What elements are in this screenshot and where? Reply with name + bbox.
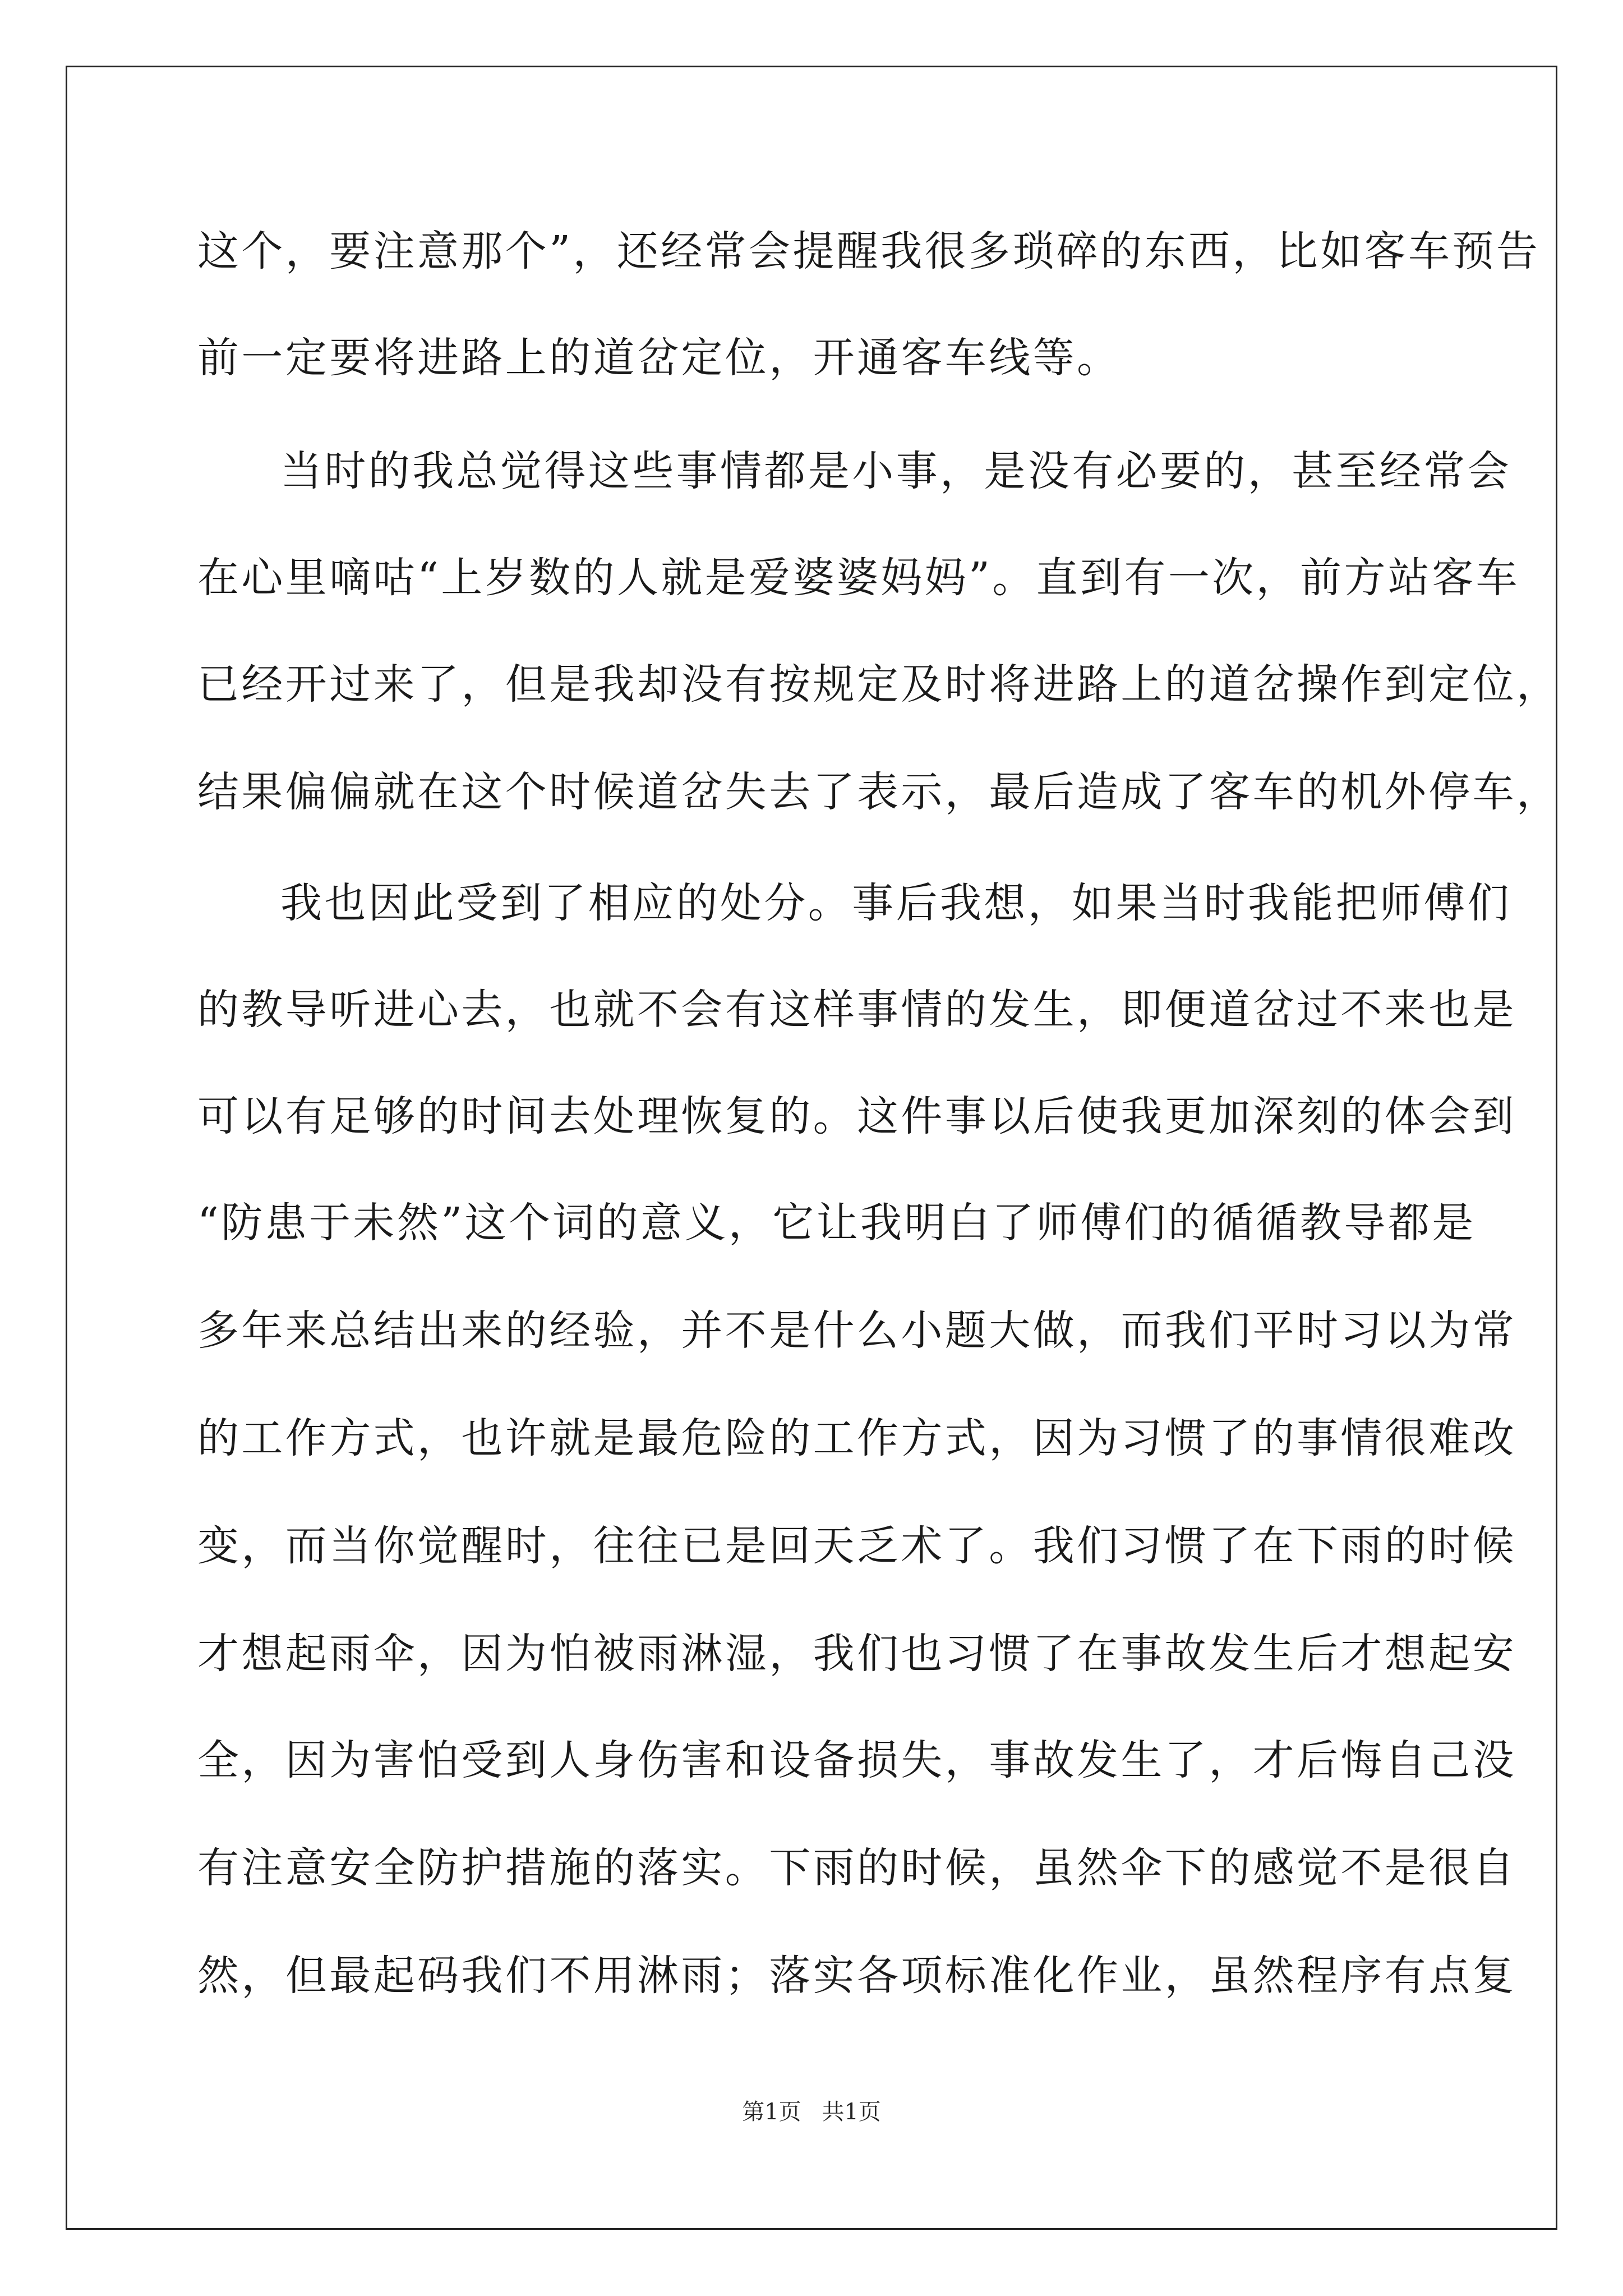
text-line: 的教导听进心去，也就不会有这样事情的发生，即便道岔过不来也是 [197, 986, 1516, 1034]
text-line: 在心里嘀咕“上岁数的人就是爱婆婆妈妈”。直到有一次，前方站客车 [197, 554, 1520, 602]
text-line: 前一定要将进路上的道岔定位，开通客车线等。 [197, 334, 1121, 382]
page-total: 共1页 [822, 2099, 881, 2125]
page-footer [0, 2098, 1623, 2126]
text-line: “防患于未然”这个词的意义，它让我明白了师傅们的循循教导都是 [197, 1199, 1476, 1247]
text-line: 多年来总结出来的经验，并不是什么小题大做，而我们平时习以为常 [197, 1306, 1516, 1355]
page-number: 第1页 [742, 2099, 801, 2125]
text-line: 结果偏偏就在这个时候道岔失去了表示，最后造成了客车的机外停车， [197, 768, 1561, 816]
text-line: 有注意安全防护措施的落实。下雨的时候，虽然伞下的感觉不是很自 [197, 1844, 1516, 1892]
text-line: 然，但最起码我们不用淋雨；落实各项标准化作业，虽然程序有点复 [197, 1952, 1516, 2000]
page-frame [66, 66, 1557, 2230]
text-line: 全，因为害怕受到人身伤害和设备损失，事故发生了，才后悔自己没 [197, 1736, 1516, 1784]
text-line: 这个，要注意那个”，还经常会提醒我很多琐碎的东西，比如客车预告 [197, 227, 1541, 275]
text-line: 的工作方式，也许就是最危险的工作方式，因为习惯了的事情很难改 [197, 1414, 1516, 1462]
paragraph-start-line: 我也因此受到了相应的处分。事后我想，如果当时我能把师傅们 [280, 879, 1512, 927]
text-line: 可以有足够的时间去处理恢复的。这件事以后使我更加深刻的体会到 [197, 1092, 1516, 1140]
text-line: 才想起雨伞，因为怕被雨淋湿，我们也习惯了在事故发生后才想起安 [197, 1630, 1516, 1678]
text-line: 变，而当你觉醒时，往往已是回天乏术了。我们习惯了在下雨的时候 [197, 1522, 1516, 1570]
paragraph-start-line: 当时的我总觉得这些事情都是小事，是没有必要的，甚至经常会 [280, 447, 1512, 495]
text-line: 已经开过来了，但是我却没有按规定及时将进路上的道岔操作到定位， [197, 660, 1561, 708]
